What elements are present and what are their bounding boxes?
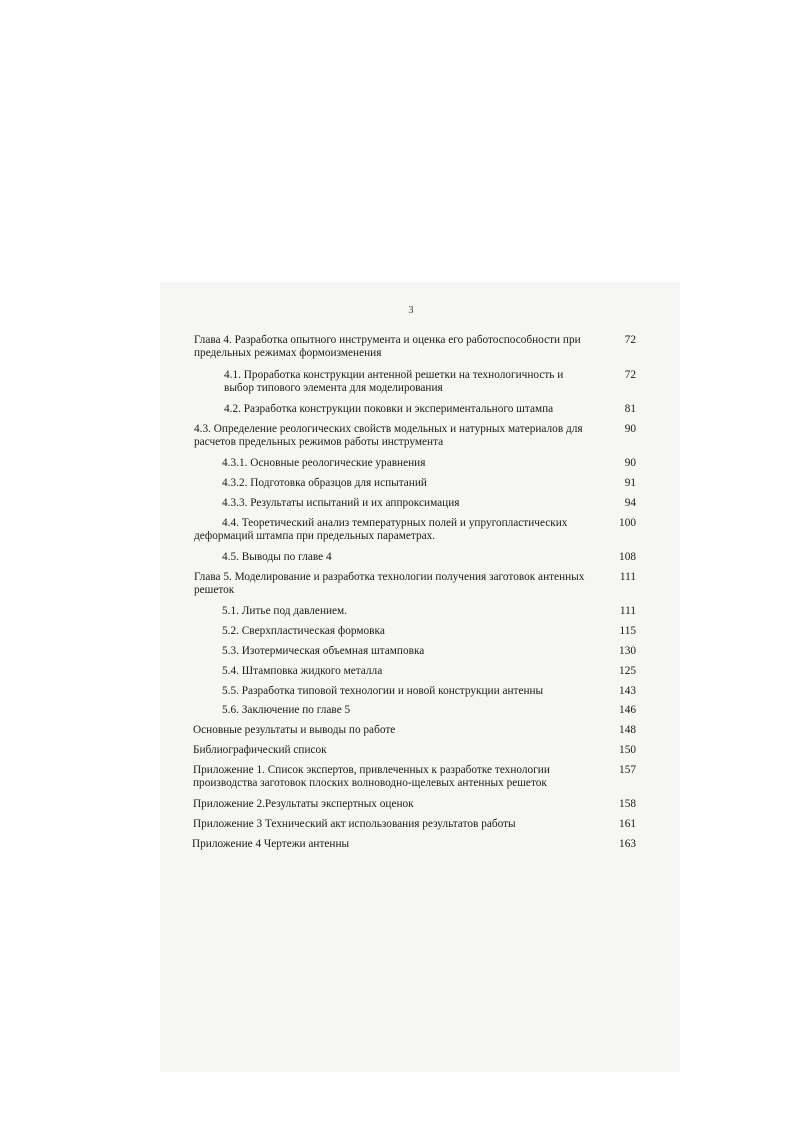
toc-entry-chapter-5[interactable] [194,571,634,597]
toc-entry-title: 5.2. Сверхпластическая формовка [222,625,385,637]
toc-entry-page: 143 [619,685,636,697]
toc-entry-title: Приложение 4 Чертежи антенны [192,838,350,850]
toc-entry-title: 4.4. Теоретический анализ температурных полей и упругопластических деформаций штампа при предельных параметрах. [194,517,568,542]
toc-entry-5-4[interactable] [222,665,662,678]
toc-entry-chapter-4[interactable] [194,334,634,360]
toc-entry-5-5[interactable] [222,685,662,698]
toc-entry-title: Глава 5. Моделирование и разработка технологии получения заготовок антенных решеток [194,571,585,596]
toc-entry-4-2[interactable] [224,403,664,416]
toc-entry-page: 157 [619,764,636,776]
toc-entry-appendix-3[interactable] [193,818,636,831]
toc-entry-4-5[interactable] [222,551,662,564]
toc-entry-results[interactable] [193,724,636,737]
toc-entry-page: 163 [619,838,636,850]
toc-entry-title: 5.4. Штамповка жидкого металла [222,665,383,677]
toc-entry-4-4[interactable] [194,517,634,543]
toc-entry-page: 148 [619,724,636,736]
toc-entry-5-1[interactable] [222,605,662,618]
toc-entry-page: 90 [624,457,636,469]
toc-entry-title: 4.3.3. Результаты испытаний и их аппроксимация [222,497,460,509]
toc-entry-title: 5.1. Литье под давлением. [222,605,348,617]
toc-entry-title: Глава 4. Разработка опытного инструмента и оценка его работоспособности при предельных режимах формоизменения [194,334,581,359]
toc-entry-page: 72 [624,369,636,381]
toc-entry-page: 161 [619,818,636,830]
toc-entry-title: 4.5. Выводы по главе 4 [222,551,332,563]
toc-entry-page: 100 [619,517,636,529]
toc-entry-page: 111 [619,571,636,583]
toc-entry-title: 5.5. Разработка типовой технологии и новой конструкции антенны [222,685,544,697]
toc-entry-title: 4.3. Определение реологических свойств модельных и натурных материалов для расчетов предельных режимов работы инструмента [194,423,583,448]
toc-entry-5-2[interactable] [222,625,662,638]
toc-entry-5-6[interactable] [222,704,662,717]
toc-entry-appendix-1[interactable] [193,764,636,790]
toc-entry-title: Приложение 1. Список экспертов, привлеченных к разработке технологии производства заготовок плоских волноводно-щелевых антенных решеток [193,764,550,789]
toc-entry-title: Приложение 2.Результаты экспертных оценок [193,798,414,810]
toc-entry-4-1[interactable] [224,369,634,395]
toc-entry-title: 5.6. Заключение по главе 5 [222,704,351,716]
toc-entry-title: 4.3.1. Основные реологические уравнения [222,457,426,469]
toc-entry-page: 90 [624,423,636,435]
toc-entry-page: 158 [619,798,636,810]
toc-entry-page: 108 [619,551,636,563]
toc-entry-bibliography[interactable] [193,744,636,757]
toc-entry-5-3[interactable] [222,645,662,658]
toc-entry-4-3-1[interactable] [222,457,662,470]
toc-entry-page: 146 [619,704,636,716]
toc-entry-page: 125 [619,665,636,677]
toc-entry-title: 4.2. Разработка конструкции поковки и экспериментального штампа [224,403,554,415]
toc-entry-page: 111 [619,605,636,617]
toc-entry-page: 91 [624,477,636,489]
toc-entry-4-3[interactable] [194,423,634,449]
page-number: 3 [408,305,414,316]
toc-entry-title: Библиографический список [193,744,327,756]
toc-entry-4-3-3[interactable] [222,497,662,510]
toc-entry-title: Основные результаты и выводы по работе [193,724,396,736]
toc-entry-4-3-2[interactable] [222,477,662,490]
toc-entry-appendix-4[interactable] [192,838,636,851]
toc-entry-appendix-2[interactable] [193,798,636,811]
toc-entry-page: 150 [619,744,636,756]
toc-entry-title: Приложение 3 Технический акт использования результатов работы [193,818,516,830]
toc-entry-title: 4.3.2. Подготовка образцов для испытаний [222,477,427,489]
toc-entry-page: 115 [619,625,636,637]
toc-entry-title: 5.3. Изотермическая объемная штамповка [222,645,425,657]
toc-entry-page: 72 [624,334,636,346]
toc-entry-title: 4.1. Проработка конструкции антенной решетки на технологичность и выбор типового элемента для моделирования [224,369,564,394]
toc-entry-page: 81 [624,403,636,415]
toc-entry-page: 94 [624,497,636,509]
toc-entry-page: 130 [619,645,636,657]
